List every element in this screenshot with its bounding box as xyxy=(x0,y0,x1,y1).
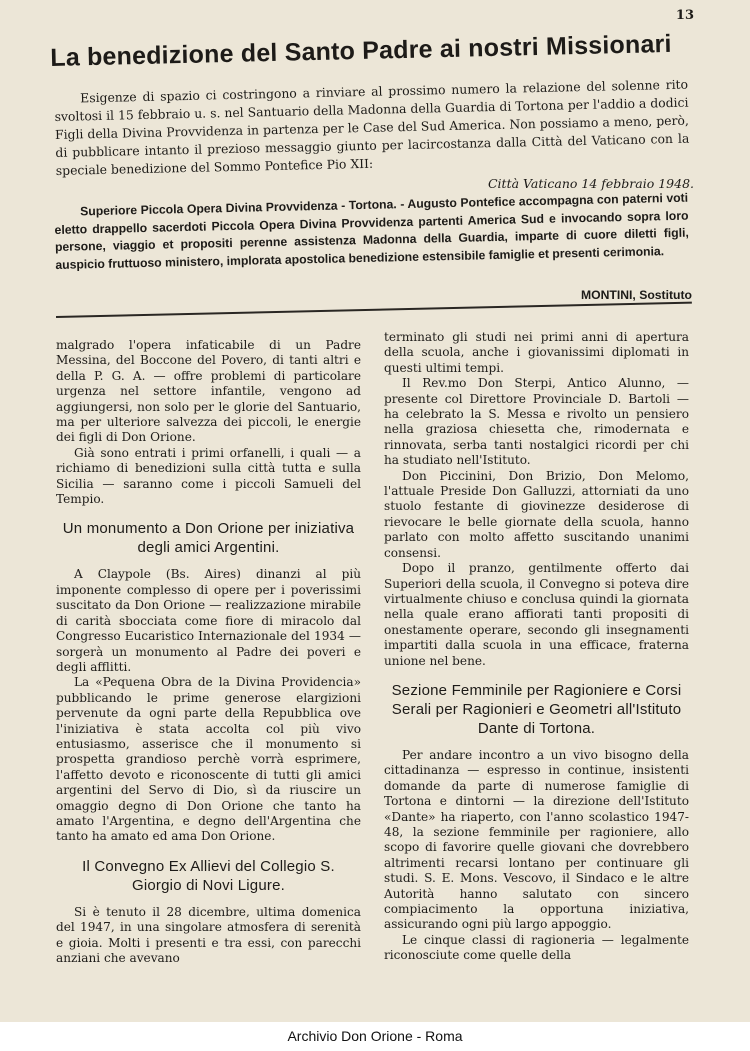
telegram-signature: MONTINI, Sostituto xyxy=(580,288,692,302)
section-heading-convegno: Il Convegno Ex Allievi del Collegio S. Giorgio di Novi Ligure. xyxy=(82,857,335,894)
section-heading-monumento: Un monumento a Don Orione per iniziativa degli amici Argentini. xyxy=(62,520,355,557)
right-paragraph: Don Piccinini, Don Brizio, Don Melomo, l'attuale Preside Don Galluzzi, attorniati da uno stuolo festante di giovinezze desiderose di rievocare le belle giornate della scuola, hanno parlato con molto affetto suscitando unanimi consensi. xyxy=(384,468,689,560)
telegram-dateline: Città Vaticano 14 febbraio 1948. xyxy=(487,176,694,191)
telegram-text: Superiore Piccola Opera Divina Provvidenza - Tortona. - Augusto Pontefice accompagna con paterni voti eletto drappello sacerdoti Piccola Opera Divina Provvidenza partenti America Sud e invocando sopra loro persone, viaggio et propositi perenne assistenza Madonna della Guardia, imparte di cuore diletti figli, auspicio fruttuoso ministero, implorata apostolica benedizione estensibile famiglie et presenti cerimonia. xyxy=(54,190,689,272)
intro-paragraph: Esigenze di spazio ci costringono a rinviare al prossimo numero la relazione del solenne rito svoltosi il 15 febbraio u. s. nel Santuario della Madonna della Guardia di Tortona per l'addio a dodici Figli della Divina Provvidenza in partenza per le Case del Sud America. Non possiamo a meno, però, di pubblicare intanto il prezioso messaggio giunto per lacircostanza dalla Città del Vaticano con la speciale benedizione del Sommo Pontefice Pio XII: xyxy=(54,76,690,178)
right-paragraph: Per andare incontro a un vivo bisogno della cittadinanza — espresso in continue, insistenti domande da parte di numerose famiglie di Tortona e dintorni — la direzione dell'Istituto «Dante» ha riaperto, con l'anno scolastico 1947-48, la sezione femminile per ragioniere, allo scopo di favorire quelle giovani che dovrebbero altrimenti recarsi lontano per continuare gli studi. S. E. Mons. Vescovo, il Sindaco e le altre Autorità hanno salutato con sincero compiacimento la opportuna iniziativa, assicurando ogni più largo appoggio. xyxy=(384,747,689,932)
left-paragraph: Si è tenuto il 28 dicembre, ultima domenica del 1947, in una singolare atmosfera di serenità e gioia. Molti i presenti e tra essi, con parecchi anziani che avevano xyxy=(56,904,361,965)
left-paragraph: A Claypole (Bs. Aires) dinanzi al più imponente complesso di opere per i poverissimi suscitato da Don Orione — realizzazione mirabile di carità sbocciata come fiore di miracolo dal Congresso Eucaristico Internazionale del 1934 — sorgerà un monumento al Padre dei poveri e degli afflitti. xyxy=(56,567,361,674)
archive-footer: Archivio Don Orione - Roma xyxy=(0,1022,750,1051)
right-paragraph: Le cinque classi di ragioneria — legalmente riconosciute come quelle della xyxy=(384,932,689,963)
right-paragraph: Il Rev.mo Don Sterpi, Antico Alunno, — presente col Direttore Provinciale D. Bartoli — ha celebrato la S. Messa e rivolto un pensiero nella graziosa chiesetta che, rimodernata e rinnovata, serba tanti nostalgici ricordi per chi ha studiato nell'Istituto. xyxy=(384,376,689,468)
right-column xyxy=(384,330,689,964)
left-paragraph: La «Pequena Obra de la Divina Providencia» pubblicando le prime generose elargizioni pervenute da ogni parte della Repubblica ove l'iniziativa è stata accolta col più vivo entusiasmo, asserisce che il monumento si prospetta grandioso perchè vorrà esprimere, l'affetto devoto e riconoscente di tutti gli amici argentini del Servo di Dio, sì da riuscire un omaggio degno di Don Orione che tanto ha amato l'Argentina, e degno dell'Argentina che tanto ha amato ed ama Don Orione. xyxy=(56,675,361,844)
right-paragraph: Dopo il pranzo, gentilmente offerto dai Superiori della scuola, il Convegno si poteva dire virtualmente chiuso e conclusa quindi la giornata nella quale erano affiorati tanti propositi di onestamente operare, secondo gli insegnamenti impartiti dalla scuola in una efficace, fraterna unione nel bene. xyxy=(384,561,689,668)
right-paragraph: terminato gli studi nei primi anni di apertura della scuola, anche i giovanissimi diplomati in questi ultimi tempi. xyxy=(384,330,689,375)
page-number: 13 xyxy=(675,8,694,23)
left-paragraph: malgrado l'opera infaticabile di un Padre Messina, del Boccone del Povero, di tanti altri e della P. G. A. — offre problemi di particolare urgenza nel settore infantile, vengono ad aggiungersi, non solo per le glorie del Santuario, ma per ulteriore salvezza dei piccoli, le energie dei figli di Don Orione. xyxy=(56,338,361,445)
article-headline: La benedizione del Santo Padre ai nostri Missionari xyxy=(50,29,672,72)
left-column xyxy=(56,338,361,966)
section-divider xyxy=(56,302,692,318)
section-heading-sezione-femminile: Sezione Femminile per Ragioniere e Corsi Serali per Ragionieri e Geometri all'Istituto Dante di Tortona. xyxy=(391,681,682,737)
left-paragraph: Già sono entrati i primi orfanelli, i quali — a richiamo di benedizioni sulla città tutta e sulla Sicilia — saranno come i piccoli Samueli del Tempio. xyxy=(56,445,361,507)
